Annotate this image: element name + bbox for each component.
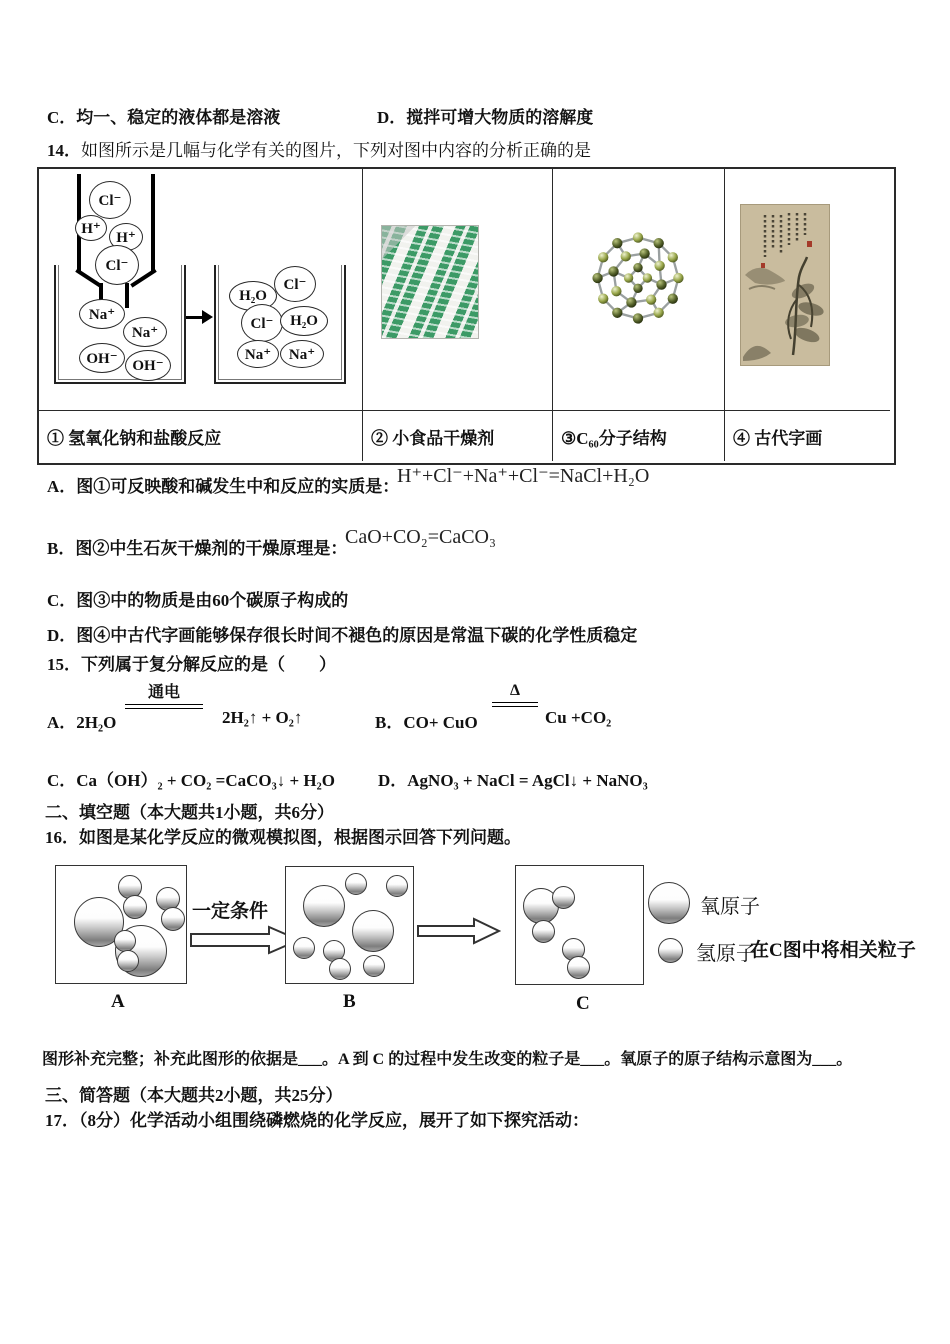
hydrogen-atom [117, 950, 139, 972]
ion-label: Cl⁻ [89, 181, 131, 219]
legend-oxygen-atom [648, 882, 690, 924]
ion-label: Cl⁻ [274, 266, 316, 302]
q15-option-b-left: B．CO+ CuO [375, 713, 478, 732]
figure-caption-1: ① 氢氧化钠和盐酸反应 [39, 410, 363, 461]
q14-option-a: A．图①可反映酸和碱发生中和反应的实质是： [47, 477, 400, 496]
molecule-box-c [515, 865, 644, 985]
ion-label: H₂O [229, 281, 277, 311]
q14-option-b-equation: CaO+CO₂=CaCO₃ [345, 526, 496, 548]
hydrogen-atom [345, 873, 367, 895]
condition-text: 通电 [147, 684, 180, 701]
legend-hydrogen-atom [658, 938, 683, 963]
ion-label: H⁺ [75, 215, 107, 241]
hydrogen-atom [161, 907, 185, 931]
q16-stem: 16．如图是某化学反应的微观模拟图，根据图示回答下列问题。 [45, 828, 521, 847]
ion-label: Na⁺ [79, 299, 125, 329]
hydrogen-atom [363, 955, 385, 977]
q16-continuation: 图形补充完整；补充此图形的依据是___。A 到 C 的过程中发生改变的粒子是___。氧原子的原子结构示意图为___。 [42, 1051, 853, 1068]
figure-naoh-hcl-diagram [39, 169, 363, 410]
figure-desiccant-photo [363, 169, 553, 410]
hydrogen-atom [386, 875, 408, 897]
figure-caption-2: ② 小食品干燥剂 [363, 410, 553, 461]
q13-option-d: D．搅拌可增大物质的溶解度 [377, 108, 594, 127]
legend-note: 在C图中将相关粒子 [750, 940, 916, 961]
condition-text: Δ [509, 682, 521, 699]
ion-label: OH⁻ [125, 350, 171, 381]
q15-stem: 15．下列属于复分解反应的是（ ） [47, 655, 336, 674]
hydrogen-atom [552, 886, 575, 909]
hydrogen-atom [293, 937, 315, 959]
box-a-label: A [111, 991, 125, 1012]
c60-molecule-image [591, 231, 685, 325]
hydrogen-atom [123, 895, 147, 919]
figure-ancient-painting [725, 169, 890, 410]
q14-figure-table [37, 167, 896, 465]
q14-option-a-equation: H⁺+Cl⁻+Na⁺+Cl⁻=NaCl+H₂O [397, 465, 650, 487]
hydrogen-atom [567, 956, 590, 979]
ion-label: H⁺ [109, 223, 143, 251]
q15-option-b-condition [492, 682, 538, 707]
legend-oxygen-label: 氧原子 [700, 896, 760, 918]
hydrogen-atom [532, 920, 555, 943]
funnel-right-wall [151, 174, 155, 271]
legend-hydrogen-label: 氢原子 [696, 943, 756, 965]
q14-option-c: C．图③中的物质是由60个碳原子构成的 [47, 591, 349, 610]
oxygen-atom [352, 910, 394, 952]
q17-stem: 17．（8分）化学活动小组围绕磷燃烧的化学反应，展开了如下探究活动： [45, 1111, 589, 1130]
q14-option-b: B．图②中生石灰干燥剂的干燥原理是： [47, 539, 348, 558]
ion-label: Cl⁻ [241, 304, 283, 342]
q13-option-c: C．均一、稳定的液体都是溶液 [47, 108, 281, 127]
hydrogen-atom [114, 930, 136, 952]
q14-stem-text: 如图所示是几幅与化学有关的图片，下列对图中内容的分析正确的是 [81, 141, 591, 160]
desiccant-packet-image [381, 225, 479, 339]
ancient-painting-image [740, 204, 830, 366]
section2-heading: 二、填空题（本大题共1小题，共6分） [45, 803, 334, 822]
figure-c60-model [553, 169, 725, 410]
figure-caption-4: ④ 古代字画 [725, 410, 890, 461]
condition-arrow-label: 一定条件 [192, 901, 269, 922]
box-c-label: C [576, 993, 590, 1014]
section3-heading: 三、简答题（本大题共2小题，共25分） [45, 1086, 343, 1105]
oxygen-atom [303, 885, 345, 927]
box-b-label: B [343, 991, 356, 1012]
q15-option-a-right: 2H₂↑ + O₂↑ [222, 708, 303, 727]
q15-option-a-condition [125, 684, 203, 709]
ion-label: Na⁺ [123, 317, 167, 347]
q14-number: 14． [47, 141, 81, 160]
progress-arrow [417, 917, 501, 950]
molecule-box-b [285, 866, 414, 984]
ion-label: OH⁻ [79, 343, 125, 373]
q15-option-c: C．Ca（OH）₂ + CO₂ =CaCO₃↓ + H₂O [47, 771, 335, 790]
reaction-arrow-head [202, 310, 213, 324]
hydrogen-atom [329, 958, 351, 980]
ion-label: Na⁺ [280, 340, 324, 368]
condition-double-line [492, 702, 538, 707]
condition-double-line [125, 704, 203, 709]
q15-option-b-right: Cu +CO₂ [545, 708, 612, 727]
ion-label: Cl⁻ [95, 245, 139, 285]
q14-option-d: D．图④中古代字画能够保存很长时间不褪色的原因是常温下碳的化学性质稳定 [47, 626, 638, 645]
q15-option-d: D．AgNO₃ + NaCl = AgCl↓ + NaNO₃ [378, 771, 648, 790]
molecule-box-a [55, 865, 187, 984]
q14-stem [47, 136, 591, 161]
q15-option-a-left: A．2H₂O [47, 713, 117, 732]
ion-label: H₂O [280, 306, 328, 336]
ion-label: Na⁺ [237, 340, 279, 368]
figure-caption-3: ③C₆₀分子结构 [553, 410, 725, 461]
